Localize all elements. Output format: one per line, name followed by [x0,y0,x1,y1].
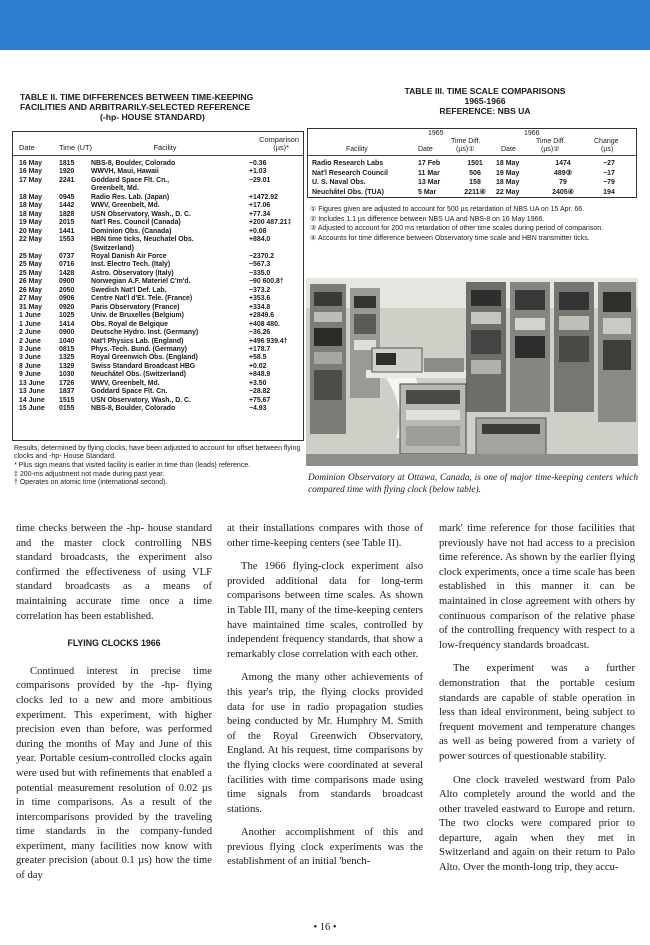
table2-body [13,156,303,414]
table2-cell-facility: Swedish Nat'l Def. Lab. [91,286,167,294]
table-row [19,219,299,227]
table2-notes [14,445,306,488]
body-column-3 [439,522,635,885]
page-number: • 16 • [313,922,337,933]
table2-cell-facility: Obs. Royal de Belgique [91,320,168,328]
table3-note: ③ Adjusted to account for 200 ms retardation of other time scales during period of comparison. [310,225,604,233]
table3-col-diff-1966: Time Diff. [536,138,566,145]
table2-cell-value: −36.26 [249,329,271,337]
table-row [19,363,299,371]
table2-title [20,92,310,122]
table-row [19,177,299,194]
table2-cell-time: 1553 [59,236,75,244]
table2-cell-time: 1828 [59,210,75,218]
table2-note: † Operates on atomic time (international second). [14,479,168,487]
table-row [19,278,299,286]
table-row [19,405,299,413]
table-row [19,312,299,320]
body-column-2 [227,522,423,879]
table2-cell-facility: Dominion Obs. (Canada) [91,227,172,235]
table-row [19,261,299,269]
table3-cell-diff2: 79 [559,179,567,186]
table2-cell-time: 2050 [59,286,75,294]
table3-cell-date1: 17 Feb [418,160,441,167]
table3-col-facility: Facility [346,146,368,153]
body-column-1 [16,522,212,893]
table2-cell-date: 16 May [19,160,42,167]
table2-cell-time: 1442 [59,202,75,210]
table2-cell-facility: Inst. Electro Tech. (Italy) [91,261,171,269]
table2-cell-time: 0945 [59,193,75,201]
table2-cell-value: −28.82 [249,388,271,396]
table2-cell-date: 16 May [19,168,42,176]
table-row [308,169,636,179]
table2-cell-facility: NBS-8, Boulder, Colorado [91,160,176,167]
table3-body [308,156,636,197]
table2-cell-time: 1025 [59,312,75,320]
table2-cell-value: −373.2 [249,286,271,294]
table2-title-line: TABLE II. TIME DIFFERENCES BETWEEN TIME-KEEPING [20,92,254,102]
table2-cell-date: 31 May [19,303,42,311]
table2-col-date: Date [19,143,35,152]
table3-cell-date2: 18 May [496,160,520,167]
table2-cell-value: +0.02 [249,362,267,370]
table2-cell-facility: Royal Greenwich Obs. (England) [91,354,198,362]
body-paragraph: Another accomplishment of this and previous flying clock experiments was the establishment of an initial 'bench- [227,827,423,868]
table-row [19,160,299,168]
table2-cell-date: 13 June [19,379,45,387]
table2-cell-facility: WWV, Greenbelt, Md. [91,379,160,387]
table2-cell-date: 26 May [19,286,42,294]
table2-cell-facility: Deutsche Hydro. Inst. (Germany) [91,329,199,337]
body-paragraph: The experiment was a further demonstration that the portable cesium standards are capable of stable operation in less than ideal environment, being subject to frequent movement and temperature changes as well as being powered from a variety of power sources of questionable stability. [439,663,635,762]
table2-cell-time: 0920 [59,303,75,311]
table2-cell-date: 19 May [19,219,42,227]
section-heading: FLYING CLOCKS 1966 [67,638,161,649]
table2-cell-time: 1414 [59,320,75,328]
table2-cell-date: 18 May [19,202,42,210]
table2-cell-value: −90 600.8† [249,278,284,286]
table2-cell-time: 1726 [59,379,75,387]
table3-note: ② Includes 1.1 µs difference between NBS UA and NBS-8 on 16 May 1966. [310,215,545,223]
table-row [19,329,299,337]
table-row [19,211,299,219]
table3-cell-diff2: 2405④ [552,188,574,196]
table2-title-line: FACILITIES AND ARBITRARILY-SELECTED REFERENCE [20,102,251,112]
table-row [19,388,299,396]
table2-cell-date: 9 June [19,371,41,379]
table3-cell-date2: 18 May [496,179,520,186]
table2-cell-facility: NBS-8, Boulder, Colorado [91,405,176,413]
table2-cell-value: +200 487.21‡ [249,219,292,227]
table2-note: ‡ 200-ms adjustment not made during past year. [14,470,165,478]
table2-cell-value: −567.3 [249,261,271,269]
table2-cell-facility: WWV, Greenbelt, Md. [91,202,160,210]
table2-cell-time: 0155 [59,405,75,413]
table2-cell-date: 26 May [19,278,42,286]
table3-cell-diff1: 2211④ [464,188,486,196]
table3-cell-date2: 22 May [496,188,520,196]
table3-note: ④ Accounts for time difference between Observatory time scale and HBN transmitter ticks. [310,235,590,243]
table2-col-facility: Facility [153,143,177,152]
table2-cell-date: 2 June [19,329,41,337]
table2-cell-time: 0906 [59,295,75,303]
table2-cell-time: 0737 [59,252,75,260]
table2-cell-time: 1040 [59,337,75,345]
table2-cell-facility: Centre Nat'l d'Et. Tele. (France) [91,295,193,303]
table2-title-line: (-hp- HOUSE STANDARD) [100,112,205,122]
table2-cell-value: +334.8 [249,303,271,311]
table2-note: * Plus sign means that visited facility is earlier in time than (leads) reference. [14,461,251,469]
table3-year-1965: 1965 [428,130,444,137]
table3-cell-change: −27 [603,160,615,167]
table3 [307,128,637,198]
table-row [19,253,299,261]
table2-cell-date: 8 June [19,362,41,370]
table3-cell-date1: 5 Mar [418,188,437,196]
body-paragraph: mark' time reference for those facilities that previously have not had access to a precision time reference. As shown by the earlier flying clock experiments, once a time scale has been established in this manner it can be maintained in close agreement with others by continuous comparison of the relative phase of the controlling frequency with respect to a low-frequency standards broadcast. [439,523,635,651]
table2-cell-facility: Astro. Observatory (Italy) [91,269,174,277]
table2-cell-value: +77.34 [249,210,271,218]
table3-cell-date1: 11 Mar [418,169,440,177]
table2-cell-value: −2370.2 [249,252,275,260]
table-row [19,338,299,346]
table2-cell-date: 25 May [19,252,42,260]
table-row [19,397,299,405]
table2-col-time: Time (UT) [59,143,92,152]
table2-cell-date: 2 June [19,337,41,345]
body-paragraph: One clock traveled westward from Palo Alto completely around the world and the other traveled eastward to Europe and return. The two clocks were compared prior to departure, again when they met in Switzerland and again on their return to Palo Alto. Over the month-long trip, they accu- [439,774,635,874]
table-row [308,188,636,198]
table2-cell-date: 22 May [19,236,42,244]
table-row [19,194,299,202]
table2-cell-date: 1 June [19,320,41,328]
table2-cell-value: +1472.92 [249,193,278,201]
table3-cell-change: 194 [603,188,615,196]
table-row [19,202,299,210]
table2-cell-facility: Norwegian A.F. Materiel C'm'd. [91,278,191,286]
table-row [19,346,299,354]
body-paragraph: Continued interest in precise time comparisons provided by the -hp- flying clocks led to a new and more ambitious experiment. This experiment, with higher precision even than before, was performed during the months of May and June of this year. Portable cesium-controlled clocks again were used but with refinements that enabled a potential measurement resolution of 0.02 µs in time comparisons. As a result of the intercomparisons provided by the traveling time standards in the company-funded experiment, many facilities now know with greater precision (about 0.1 µs) how the time of day [16,665,212,882]
table2-cell-time: 1441 [59,227,75,235]
table2-cell-date: 3 June [19,345,41,353]
table2-cell-value: −29.01 [249,176,271,184]
table2-cell-value: +1.03 [249,168,267,176]
table-row [308,178,636,188]
table3-cell-date1: 13 Mar [418,179,441,186]
table2-cell-time: 0900 [59,329,75,337]
table3-cell-change: −79 [603,179,615,186]
table3-cell-facility: Nat'l Research Council [312,169,388,177]
table2-cell-time: 0815 [59,345,75,353]
table3-cell-diff1: 1501 [467,160,483,167]
table-row [19,321,299,329]
table2-cell-facility: Radio Res. Lab. (Japan) [91,193,170,201]
table3-cell-date2: 19 May [496,169,520,177]
table2-cell-date: 17 May [19,176,42,184]
table2-cell-time: 1837 [59,388,75,396]
table-row [308,159,636,169]
table-row [19,228,299,236]
table2-cell-facility: Phys.-Tech. Bund. (Germany) [91,345,187,353]
table2-cell-date: 27 May [19,295,42,303]
table3-cell-diff1: 506 [469,169,481,177]
table2-cell-facility: Univ. de Bruxelles (Belgium) [91,312,184,320]
table2-cell-time: 2241 [59,176,75,184]
header-color-band [0,0,650,50]
observatory-photo [306,278,638,466]
table2-cell-date: 25 May [19,261,42,269]
table-row [19,354,299,362]
table2-cell-value: −335.0 [249,269,271,277]
table2-cell-date: 18 May [19,210,42,218]
table2-cell-date: 14 June [19,396,45,404]
table2-cell-time: 1428 [59,269,75,277]
table2-cell-date: 1 June [19,312,41,320]
table2-col-comparison [229,136,299,152]
observatory-photo-drawing [306,278,638,466]
table3-year-1966: 1966 [524,130,540,137]
table2-cell-facility: USN Observatory, Wash., D. C. [91,396,191,404]
table-row [19,270,299,278]
table2-cell-facility: HBN time ticks, Neuchatel Obs. (Switzerland) [91,236,194,252]
table2-cell-value: +178.7 [249,345,271,353]
table3-title-line: 1965-1966 [464,96,506,106]
table3-header [308,129,636,156]
table3-col-diff-1965: Time Diff. [451,138,481,145]
table2-cell-value: +408 480. [249,320,280,328]
table2-cell-value: +2849.6 [249,312,275,320]
table2-cell-time: 1329 [59,362,75,370]
table2-cell-facility: Goddard Space Flt. Cn. [91,388,168,396]
table3-title [330,86,640,116]
table3-col-change: Change [594,138,619,145]
table2 [12,131,304,441]
body-paragraph: at their installations compares with those of other time-keeping centers (see Table II). [227,523,423,549]
table3-cell-diff2: 1474 [555,160,571,167]
table3-notes [310,206,640,245]
table3-cell-change: −17 [603,169,615,177]
table2-cell-facility: Royal Danish Air Force [91,252,167,260]
table2-cell-facility: WWVH, Maui, Hawaii [91,168,159,176]
table-row [19,287,299,295]
body-paragraph: time checks between the -hp- house standard and the master clock controlling NBS standard broadcasts, the experiment also confirmed the effectiveness of using VLF standard broadcasts as a means of maintaining accurate time once a time correlation has been established. [16,523,212,622]
table2-cell-facility: Neuchâtel Obs. (Switzerland) [91,371,186,379]
table3-note: ① Figures given are adjusted to account for 500 µs retardation of NBS UA on 15 Apr. 66. [310,206,585,213]
table2-cell-time: 1030 [59,371,75,379]
table2-cell-facility: Nat'l Res. Council (Canada) [91,219,181,227]
table2-cell-value: +75.67 [249,396,271,404]
table2-cell-value: +353.6 [249,295,271,303]
table2-cell-time: 1920 [59,168,75,176]
table2-cell-time: 1325 [59,354,75,362]
table2-cell-value: +848.9 [249,371,271,379]
table2-cell-value: +0.08 [249,227,267,235]
table2-cell-facility: Nat'l Physics Lab. (England) [91,337,184,345]
photo-caption: Dominion Observatory at Ottawa, Canada, is one of major time-keeping centers which compared time with flying clock (below table). [308,473,638,495]
table-row [19,371,299,379]
table2-cell-value: −4.93 [249,405,267,413]
table2-header [13,132,303,156]
table2-cell-value: +3.50 [249,379,267,387]
table2-cell-date: 20 May [19,227,42,235]
body-paragraph: Among the many other achievements of this year's trip, the flying clocks provided data for use in radio propagation studies being conducted by Mr. Humphry M. Smith of the Royal Greenwich Observatory, England. At his request, time comparisons by the flying clocks were coordinated at several facilities with time comparisons made using time signals from standards broadcast stations. [227,672,423,815]
table3-col-diff-1966-unit: (µs)② [541,146,560,153]
table-row [19,236,299,253]
table3-title-line: REFERENCE: NBS UA [439,106,531,116]
table3-title-line: TABLE III. TIME SCALE COMPARISONS [404,86,566,96]
table2-cell-date: 25 May [19,269,42,277]
table2-cell-value: +58.5 [249,354,267,362]
table2-cell-date: 13 June [19,388,45,396]
table3-col-diff-1965-unit: (µs)① [456,146,475,153]
table2-cell-value: −0.36 [249,160,267,167]
table2-col-comparison-unit: (µs)* [273,143,289,152]
table-row [19,295,299,303]
table2-cell-time: 1815 [59,160,75,167]
table2-cell-facility: Paris Observatory (France) [91,303,180,311]
table2-cell-date: 3 June [19,354,41,362]
table3-col-change-unit: (µs) [601,146,614,153]
table2-cell-facility: Goddard Space Flt. Cn., Greenbelt, Md. [91,176,170,193]
table2-note: Results, determined by flying clocks, have been adjusted to account for offset between flying clocks and -hp- House Standard. [14,445,301,461]
table3-cell-facility: Neuchâtel Obs. (TUA) [312,188,384,196]
table2-cell-value: +884.0 [249,236,271,244]
table2-cell-value: +17.06 [249,202,271,210]
table2-cell-date: 15 June [19,405,45,413]
table-row [19,380,299,388]
table-row [19,168,299,176]
table3-cell-diff1: 158 [469,179,481,186]
table2-col-comparison-label: Comparison [259,135,299,144]
table3-cell-diff2: 489③ [554,169,572,177]
table3-col-date-1965: Date [418,146,433,153]
table2-cell-time: 1515 [59,396,75,404]
body-paragraph: The 1966 flying-clock experiment also provided additional data for long-term comparisons between time scales. As shown in Table III, many of the time-keeping centers have maintained time scales, controlled by independent frequency standards, that show a remarkably close correlation with each other. [227,561,423,660]
table2-cell-time: 0716 [59,261,75,269]
table2-cell-value: +496 939.4† [249,337,288,345]
table2-cell-facility: USN Observatory, Wash., D. C. [91,210,191,218]
table2-cell-date: 18 May [19,193,42,201]
table3-cell-facility: U. S. Naval Obs. [312,179,366,186]
table2-cell-time: 2015 [59,219,75,227]
table-row [19,304,299,312]
table3-col-date-1966: Date [501,146,516,153]
table2-cell-facility: Swiss Standard Broadcast HBG [91,362,196,370]
table2-cell-time: 0900 [59,278,75,286]
table3-cell-facility: Radio Research Labs [312,160,384,167]
